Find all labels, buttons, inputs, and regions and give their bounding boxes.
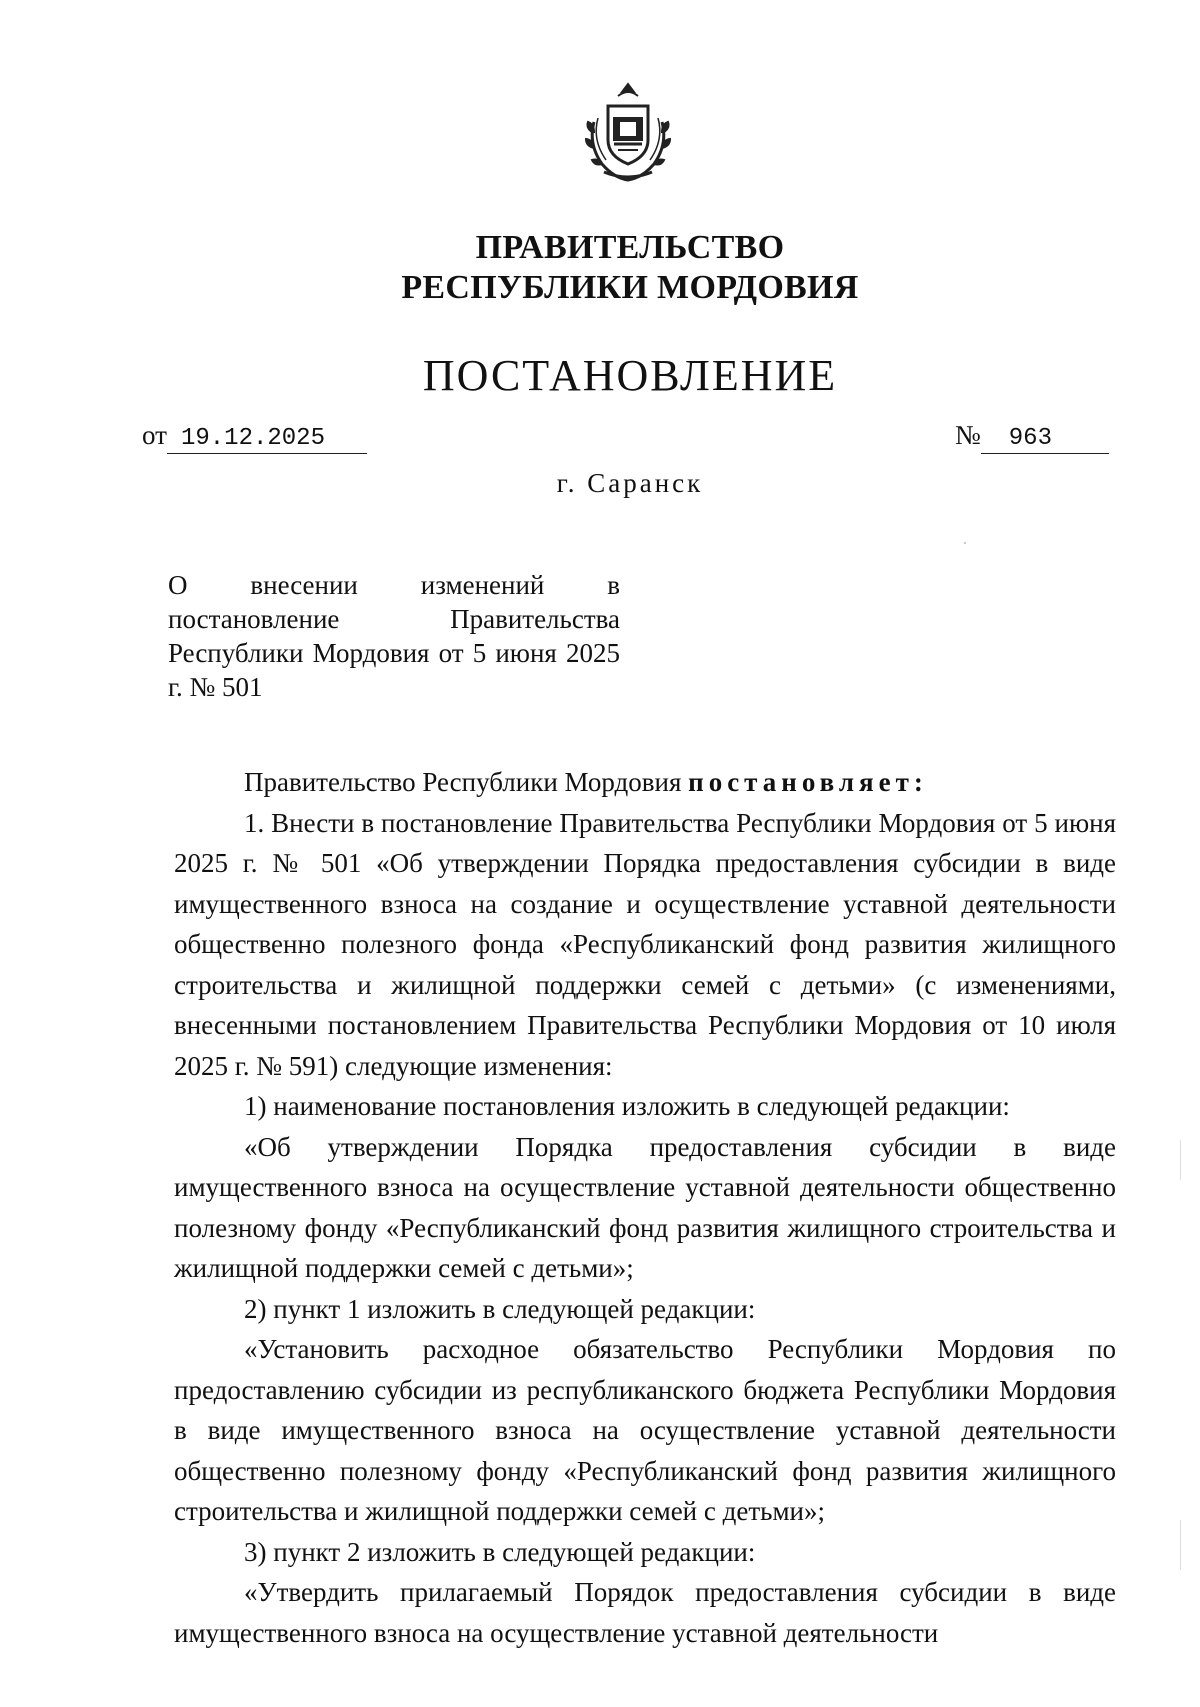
body-paragraph: «Установить расходное обязательство Республики Мордовия по предоставлению субсидии из республиканского бюджета Республики Мордовия в виде имущественного взноса на осуществление уставной деятельности общественно полезному фонду «Республиканский фонд развития жилищного строительства и жилищной поддержки семей с детьми»; — [174, 1334, 1116, 1526]
body-paragraph: «Утвердить прилагаемый Порядок предоставления субсидии в виде имущественного взноса на осуществление уставной деятельности — [174, 1577, 1116, 1648]
city: г. Саранск — [556, 468, 704, 498]
body-paragraph: 3) пункт 2 изложить в следующей редакции: — [244, 1536, 756, 1567]
body-lead-verb: постановляет: — [688, 767, 928, 797]
date-value: 19.12.2025 — [167, 425, 367, 454]
body-paragraph: 1. Внести в постановление Правительства Республики Мордовия от 5 июня 2025 г. № 501 «Об утверждении Порядка предоставления субсидии в виде имущественного взноса на создание и осуществление уставной деятельности общественно полезного фонда «Республиканский фонд развития жилищного строительства и жилищной поддержки семей с детьми» (с изменениями, внесенными постановлением Правительства Республики Мордовия от 10 июля 2025 г. № 591) следующие изменения: — [174, 807, 1116, 1081]
date-prefix: от — [142, 420, 167, 450]
government-title-line2: РЕСПУБЛИКИ МОРДОВИЯ — [401, 269, 859, 306]
document-body — [174, 762, 1116, 1653]
scan-speck — [964, 542, 966, 544]
number-line — [955, 420, 1109, 454]
body-paragraph: 1) наименование постановления изложить в следующей редакции: — [244, 1091, 1010, 1121]
date-line — [142, 420, 367, 454]
body-paragraph: «Об утверждении Порядка предоставления субсидии в виде имущественного взноса на осуществление уставной деятельности общественно полезному фонду «Республиканский фонд развития жилищного строительства и жилищной поддержки семей с детьми»; — [174, 1131, 1116, 1283]
government-title — [0, 228, 1200, 308]
government-title-line1: ПРАВИТЕЛЬСТВО — [475, 229, 785, 266]
number-prefix: № — [955, 420, 981, 450]
number-value: 963 — [981, 425, 1109, 454]
coat-of-arms-icon — [574, 82, 682, 186]
body-paragraph: 2) пункт 1 изложить в следующей редакции: — [244, 1293, 756, 1324]
body-lead — [174, 762, 1116, 803]
document-type: ПОСТАНОВЛЕНИЕ — [422, 351, 838, 400]
scan-speck — [1180, 1140, 1181, 1180]
document-subject: О внесении изменений в постановление Правительства Республики Мордовия от 5 июня 2025 г. № 501 — [168, 570, 620, 702]
scan-speck — [1180, 1520, 1181, 1570]
body-lead-text: Правительство Республики Мордовия — [244, 767, 689, 797]
